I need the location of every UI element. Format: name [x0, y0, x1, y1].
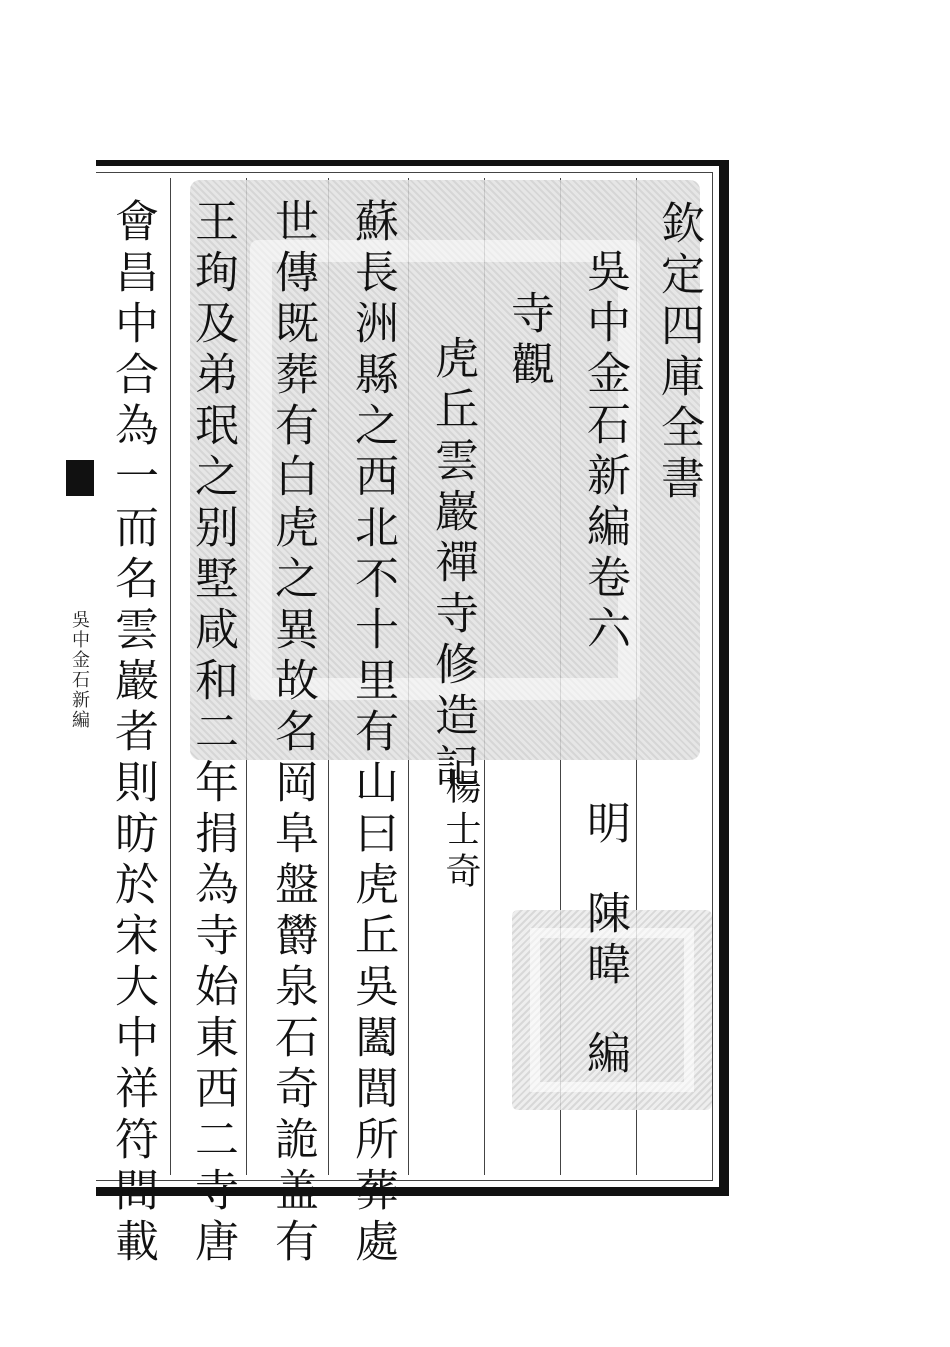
adjacent-page-fishtail-band — [66, 460, 94, 496]
adjacent-page-edge — [0, 160, 96, 1040]
category-heading: 寺觀 — [503, 290, 554, 392]
author-role: 編 — [579, 1030, 630, 1081]
article-title: 虎丘雲巖禪寺修造記 — [427, 335, 478, 794]
column-rule — [170, 178, 171, 1175]
body-column-4: 會昌中合為一而名雲巖者則昉於宋大中祥符間載 — [107, 198, 158, 1269]
author-name: 陳暐 — [579, 890, 630, 992]
body-column-1: 蘇長洲縣之西北不十里有山曰虎丘吳闔閭所葬處 — [347, 198, 398, 1269]
adjacent-page-folio-text: 吳中金石新編 — [69, 610, 90, 730]
adjacent-page-border — [60, 160, 98, 660]
author-dynasty: 明 — [579, 800, 630, 851]
article-author: 楊士奇 — [440, 768, 481, 894]
volume-title: 吳中金石新編卷六 — [579, 248, 630, 656]
body-column-2: 世傳既葬有白虎之異故名岡阜盤欝泉石奇詭盖有 — [267, 198, 318, 1269]
book-title: 欽定四庫全書 — [653, 200, 704, 506]
body-column-3: 王珣及弟珉之别墅咸和二年捐為寺始東西二寺唐 — [187, 198, 238, 1269]
